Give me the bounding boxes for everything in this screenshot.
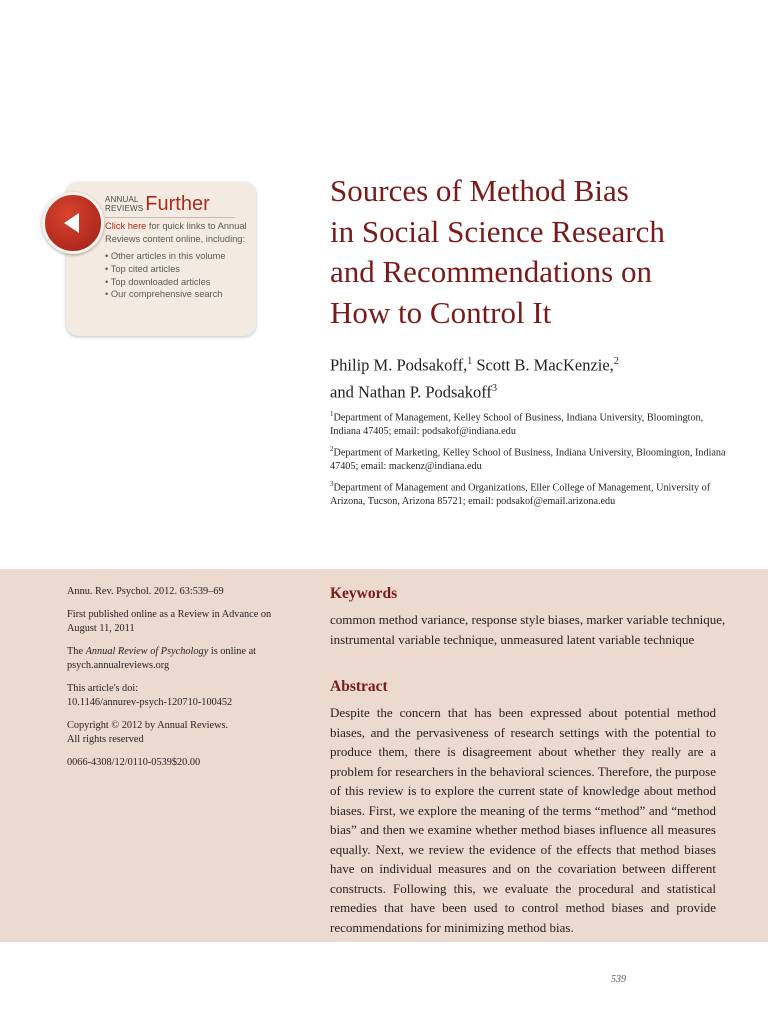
annual-reviews-logo: [105, 196, 143, 213]
further-link-top-cited[interactable]: • Top cited articles: [105, 263, 253, 276]
affiliation-text: Department of Marketing, Kelley School of Business, Indiana University, Bloomington, Indiana 47405; email: mackenz@indiana.edu: [330, 447, 726, 473]
author-name: Scott B. MacKenzie,: [476, 355, 614, 375]
further-title: Further: [145, 193, 210, 215]
keywords-heading: Keywords: [330, 585, 398, 602]
affiliation-sup: 2: [330, 444, 334, 453]
brand-line-1: ANNUAL: [105, 195, 139, 204]
affiliation: [330, 442, 735, 474]
online-prefix: The: [67, 645, 86, 657]
author-name: Philip M. Podsakoff,: [330, 355, 468, 375]
abstract-heading: Abstract: [330, 678, 388, 695]
doi-block: [67, 682, 282, 711]
left-arrow-icon[interactable]: [42, 192, 104, 254]
online-note: [67, 645, 282, 674]
click-here-link[interactable]: Click here: [105, 221, 147, 231]
further-intro: [105, 220, 253, 245]
title-line: How to Control It: [330, 294, 552, 330]
further-header: [105, 194, 253, 214]
citation: Annu. Rev. Psychol. 2012. 63:539–69: [67, 586, 224, 597]
brand-line-2: REVIEWS: [105, 203, 144, 213]
copyright-block: [67, 719, 282, 748]
author-name: and Nathan P. Podsakoff: [330, 382, 492, 401]
title-line: Sources of Method Bias: [330, 173, 629, 208]
rights: All rights reserved: [67, 734, 144, 745]
affiliation-sup: 1: [330, 410, 334, 418]
author-sup: 1: [467, 356, 473, 367]
further-link-other-articles[interactable]: • Other articles in this volume: [105, 250, 253, 263]
issn: 0066-4308/12/0110-0539$20.00: [67, 756, 201, 768]
further-divider: [105, 217, 235, 218]
affiliations: [330, 407, 735, 512]
affiliation: [330, 477, 735, 509]
article-title: [330, 171, 750, 333]
journal-name: Annual Review of Psychology: [85, 645, 209, 657]
affiliation-sup: 3: [330, 479, 334, 488]
online-suffix: is online at psych.annualreviews.org: [67, 645, 257, 671]
first-published: First published online as a Review in Advance on August 11, 2011: [67, 608, 272, 634]
article-meta: [67, 585, 282, 778]
title-line: and Recommendations on: [330, 254, 652, 289]
affiliation: [330, 407, 735, 439]
author-list: [330, 350, 750, 403]
author-sup: 2: [613, 356, 619, 367]
author-sup: 3: [491, 382, 497, 394]
keywords-text: common method variance, response style biases, marker variable technique, instrumental variable technique, unmeasured latent variable technique: [330, 612, 726, 647]
copyright: Copyright © 2012 by Annual Reviews.: [67, 719, 229, 731]
affiliation-text: Department of Management, Kelley School of Business, Indiana University, Bloomington, Indiana 47405; email: podsakof@indiana.edu: [330, 412, 704, 438]
further-content: [105, 194, 253, 301]
further-link-search[interactable]: • Our comprehensive search: [105, 288, 253, 301]
affiliation-text: Department of Management and Organizations, Eller College of Management, University of Arizona, Tucson, Arizona 85721; email: podsakof@email.arizona.edu: [330, 482, 711, 508]
page-number: 539: [611, 974, 626, 985]
further-intro-text: for quick links to Annual Reviews content online, including:: [105, 221, 247, 244]
arrow-glyph: [58, 208, 88, 238]
title-line: in Social Science Research: [330, 213, 665, 249]
abstract-text: Despite the concern that has been expressed about potential method biases, and the pervasiveness of research settings with the potential to produce them, there is disagreement about whether they really are a problem for researchers in the behavioral sciences. Therefore, the purpose of this review is to explore the current state of knowledge about method biases. First, we explore the meaning of the terms “method” and “method bias” and then we examine whether method biases influence all measures equally. Next, we review the evidence of the effects that method biases have on individual measures and on the covariation between different constructs. Following this, we evaluate the procedural and statistical remedies that have been used to control method biases and provide recommendations for minimizing method bias.: [330, 705, 716, 935]
doi-link[interactable]: 10.1146/annurev-psych-120710-100452: [67, 697, 233, 708]
further-link-top-downloaded[interactable]: • Top downloaded articles: [105, 276, 253, 289]
further-links: [105, 250, 253, 301]
doi-label: This article's doi:: [67, 682, 139, 694]
